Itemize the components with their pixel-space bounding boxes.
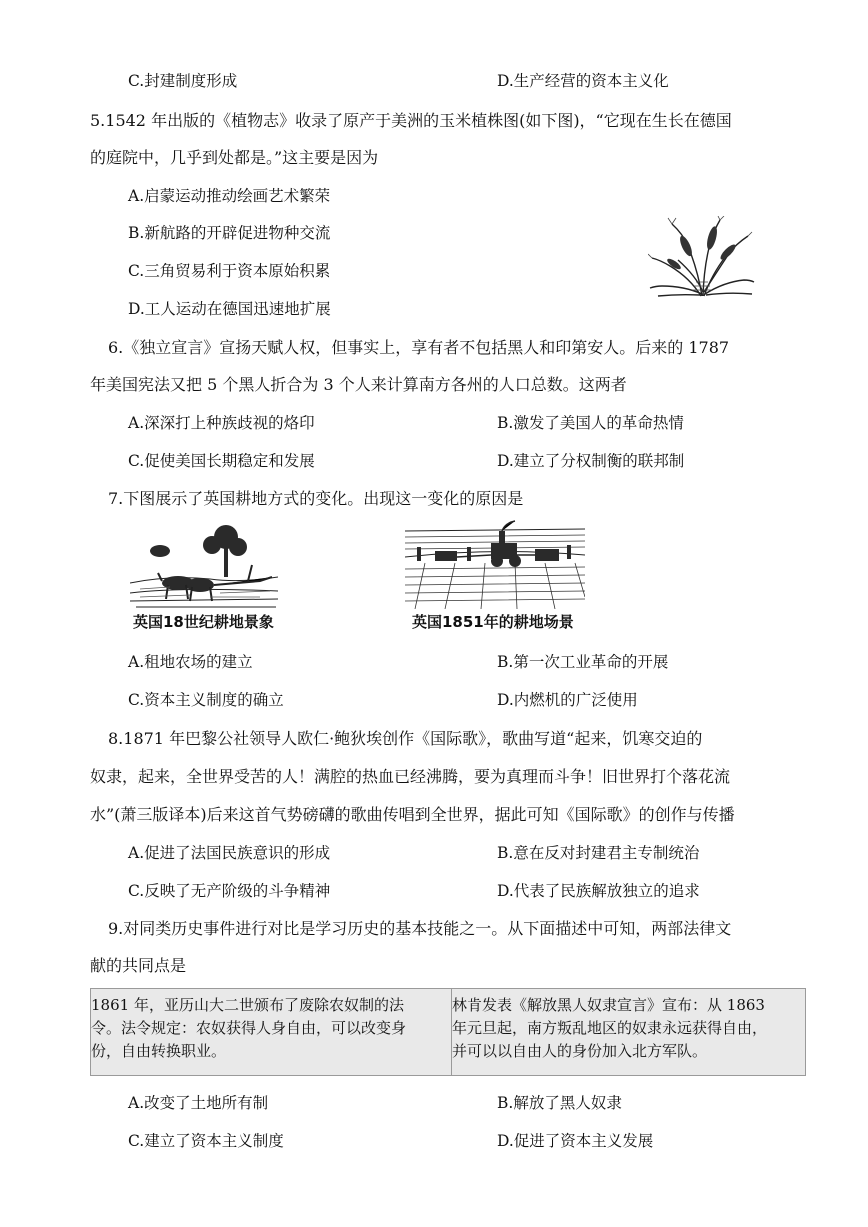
- q7-option-d: D.内燃机的广泛使用: [497, 691, 638, 709]
- q5-option-c: C.三角贸易利于资本原始积累: [128, 262, 331, 280]
- q9-option-a: A.改变了土地所有制: [128, 1094, 269, 1112]
- q7-caption-left: 英国18世纪耕地景象: [133, 613, 274, 631]
- q6-option-a: A.深深打上种族歧视的烙印: [128, 414, 315, 432]
- q9-option-c: C.建立了资本主义制度: [128, 1132, 284, 1150]
- q6-option-c: C.促使美国长期稳定和发展: [128, 452, 315, 470]
- q9-stem-line2: 献的共同点是: [90, 956, 187, 975]
- table-right-line3: 并可以以自由人的身份加入北方军队。: [452, 1042, 708, 1060]
- table-left-line1: 1861 年，亚历山大二世颁布了废除农奴制的法: [91, 996, 404, 1014]
- table-right-line2: 年元旦起，南方叛乱地区的奴隶永远获得自由，: [452, 1019, 768, 1037]
- q7-option-a: A.租地农场的建立: [128, 653, 253, 671]
- q7-option-c: C.资本主义制度的确立: [128, 691, 284, 709]
- table-left-line3: 份，自由转换职业。: [91, 1042, 227, 1060]
- q7-stem: 7.下图展示了英国耕地方式的变化。出现这一变化的原因是: [108, 489, 524, 508]
- q7-caption-right: 英国1851年的耕地场景: [412, 613, 574, 631]
- corn-plant-illustration: [648, 216, 756, 298]
- plowing-18th-century-illustration: [130, 523, 278, 609]
- q6-option-b: B.激发了美国人的革命热情: [497, 414, 684, 432]
- q4-option-d: D.生产经营的资本主义化: [497, 72, 669, 90]
- q9-stem-line1: 9.对同类历史事件进行对比是学习历史的基本技能之一。从下面描述中可知，两部法律文: [108, 919, 732, 938]
- q8-stem-line2: 奴隶，起来，全世界受苦的人！满腔的热血已经沸腾，要为真理而斗争！旧世界打个落花流: [90, 767, 731, 786]
- q5-option-a: A.启蒙运动推动绘画艺术繁荣: [128, 187, 331, 205]
- q8-option-d: D.代表了民族解放独立的追求: [497, 882, 700, 900]
- q5-option-d: D.工人运动在德国迅速地扩展: [128, 300, 331, 318]
- q8-option-a: A.促进了法国民族意识的形成: [128, 844, 331, 862]
- q6-stem-line1: 6.《独立宣言》宣扬天赋人权，但事实上，享有者不包括黑人和印第安人。后来的 1787: [108, 338, 730, 357]
- q8-option-b: B.意在反对封建君主专制统治: [497, 844, 700, 862]
- q9-comparison-table: [90, 988, 806, 1076]
- q6-stem-line2: 年美国宪法又把 5 个黑人折合为 3 个人来计算南方各州的人口总数。这两者: [90, 375, 627, 394]
- q8-stem-line3: 水”(萧三版译本)后来这首气势磅礴的歌曲传唱到全世界，据此可知《国际歌》的创作与传播: [90, 805, 735, 824]
- table-left-line2: 令。法令规定：农奴获得人身自由，可以改变身: [91, 1019, 407, 1037]
- q9-option-d: D.促进了资本主义发展: [497, 1132, 654, 1150]
- q5-stem-line1: 5.1542 年出版的《植物志》收录了原产于美洲的玉米植株图(如下图)，“它现在生长在德国: [90, 111, 732, 130]
- q4-option-c: C.封建制度形成: [128, 72, 238, 90]
- q9-option-b: B.解放了黑人奴隶: [497, 1094, 622, 1112]
- table-row: [91, 989, 806, 1076]
- q8-option-c: C.反映了无产阶级的斗争精神: [128, 882, 331, 900]
- q6-option-d: D.建立了分权制衡的联邦制: [497, 452, 685, 470]
- q8-stem-line1: 8.1871 年巴黎公社领导人欧仁·鲍狄埃创作《国际歌》，歌曲写道“起来，饥寒交迫的: [108, 729, 703, 748]
- q7-option-b: B.第一次工业革命的开展: [497, 653, 669, 671]
- table-right-line1: 林肯发表《解放黑人奴隶宣言》宣布：从 1863: [452, 996, 765, 1014]
- q5-stem-line2: 的庭院中，几乎到处都是。”这主要是因为: [90, 148, 379, 167]
- q5-option-b: B.新航路的开辟促进物种交流: [128, 224, 331, 242]
- table-cell-left: [91, 989, 452, 1076]
- plowing-1851-illustration: [405, 517, 585, 609]
- table-cell-right: [452, 989, 806, 1076]
